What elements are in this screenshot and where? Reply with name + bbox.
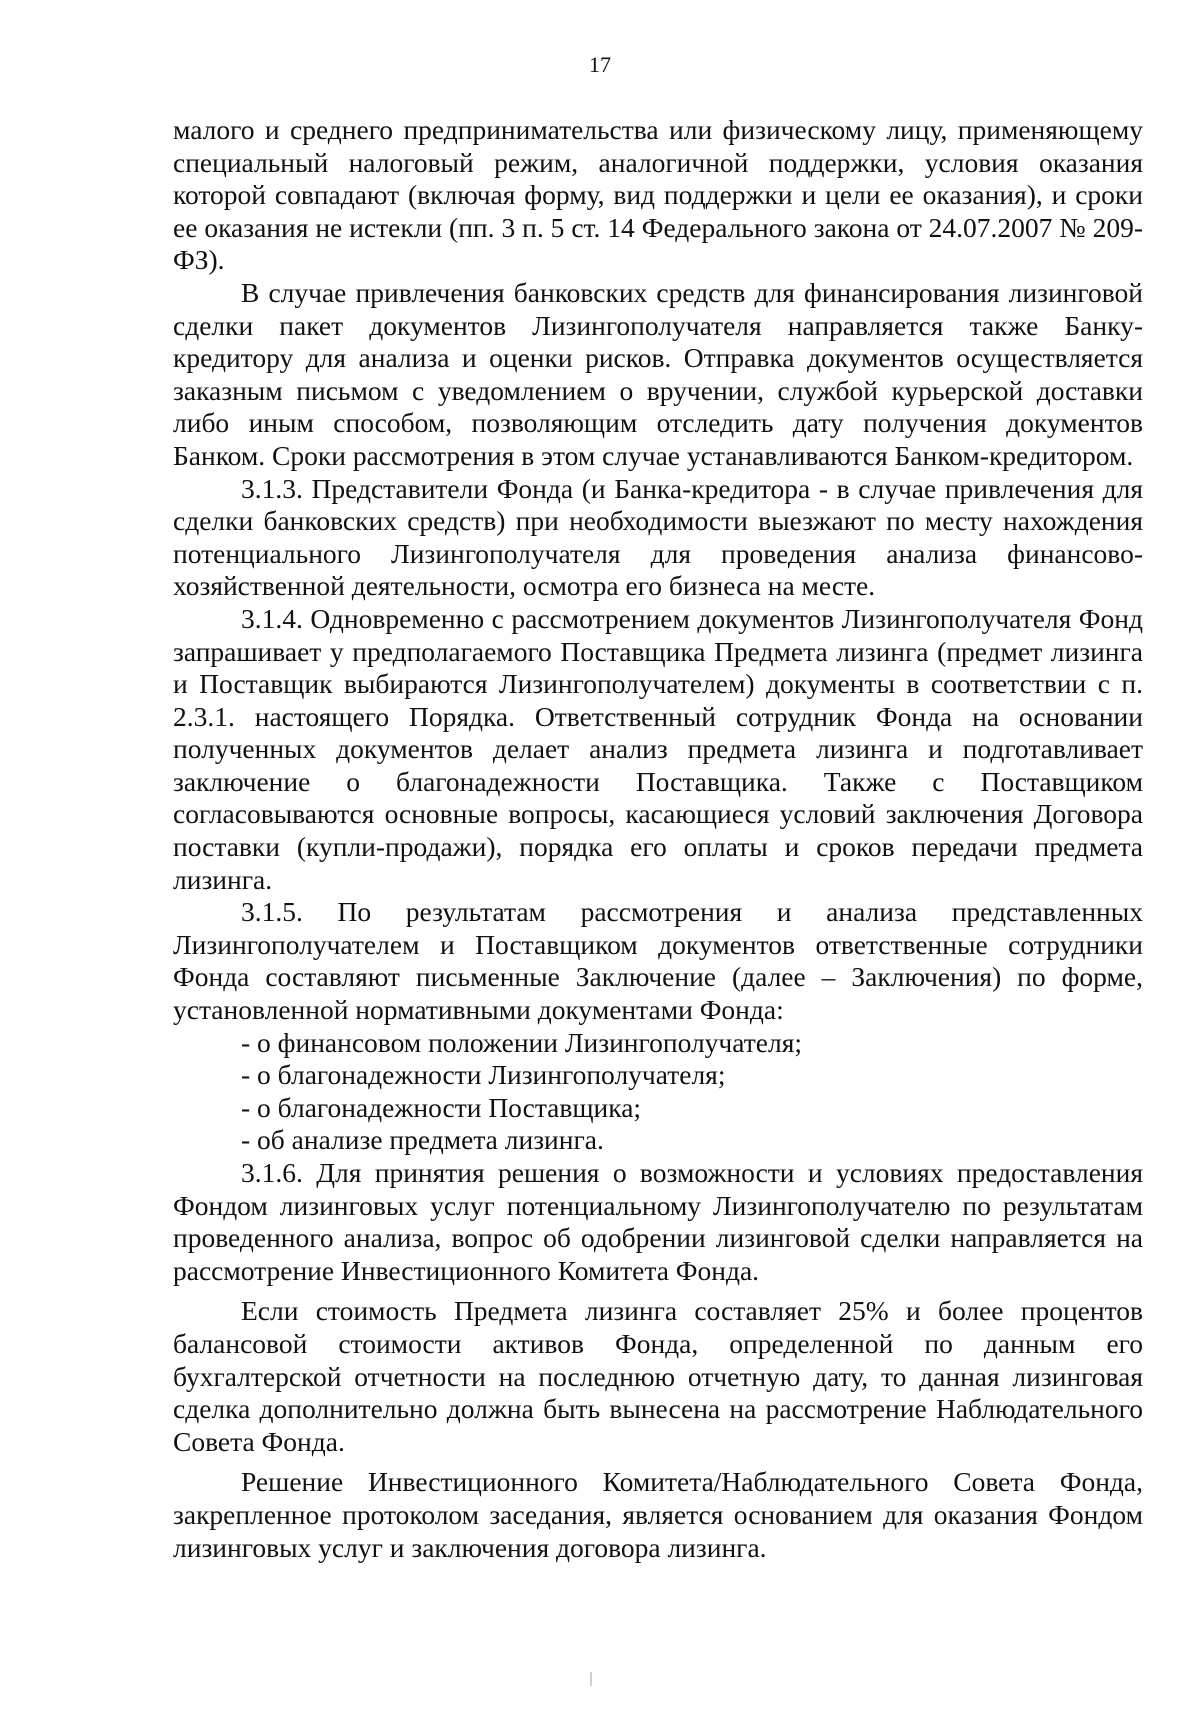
list-item-financial-position: - о финансовом положении Лизингополучателя;	[241, 1026, 802, 1058]
page-number: 17	[589, 52, 611, 77]
list-item-leasing-subject-analysis: - об анализе предмета лизинга.	[241, 1124, 604, 1156]
paragraph-3-1-6: 3.1.6. Для принятия решения о возможности и условиях предоставления Фондом лизинговых услуг потенциальному Лизингополучателю по результатам проведенного анализа, вопрос об одобрении лизинговой сделки направляется на рассмотрение Инвестиционного Комитета Фонда.	[173, 1157, 1143, 1286]
paragraph-committee-decision: Решение Инвестиционного Комитета/Наблюдательного Совета Фонда, закрепленное протоколом заседания, является основанием для оказания Фондом лизинговых услуг и заключения договора лизинга.	[173, 1466, 1143, 1563]
scan-artifact-mark	[590, 1672, 592, 1686]
paragraph-continuation: малого и среднего предпринимательства или физическому лицу, применяющему специальный налоговый режим, аналогичной поддержки, условия оказания которой совпадают (включая форму, вид поддержки и цели ее оказания), и сроки ее оказания не истекли (пп. 3 п. 5 ст. 14 Федерального закона от 24.07.2007 № 209-ФЗ).	[173, 114, 1143, 276]
document-body	[173, 114, 1143, 1564]
paragraph-supervisory-board: Если стоимость Предмета лизинга составляет 25% и более процентов балансовой стоимости активов Фонда, определенной по данным его бухгалтерской отчетности на последнюю отчетную дату, то данная лизинговая сделка дополнительно должна быть вынесена на рассмотрение Наблюдательного Совета Фонда.	[173, 1295, 1143, 1457]
paragraph-3-1-4: 3.1.4. Одновременно с рассмотрением документов Лизингополучателя Фонд запрашивает у предполагаемого Поставщика Предмета лизинга (предмет лизинга и Поставщик выбираются Лизингополучателем) документы в соответствии с п. 2.3.1. настоящего Порядка. Ответственный сотрудник Фонда на основании полученных документов делает анализ предмета лизинга и подготавливает заключение о благонадежности Поставщика. Также с Поставщиком согласовываются основные вопросы, касающиеся условий заключения Договора поставки (купли-продажи), порядка его оплаты и сроков передачи предмета лизинга.	[173, 602, 1143, 895]
paragraph-3-1-3: 3.1.3. Представители Фонда (и Банка-кредитора - в случае привлечения для сделки банковских средств) при необходимости выезжают по месту нахождения потенциального Лизингополучателя для проведения анализа финансово-хозяйственной деятельности, осмотра его бизнеса на месте.	[173, 472, 1143, 602]
paragraph-3-1-5: 3.1.5. По результатам рассмотрения и анализа представленных Лизингополучателем и Поставщиком документов ответственные сотрудники Фонда составляют письменные Заключение (далее – Заключения) по форме, установленной нормативными документами Фонда:	[173, 896, 1143, 1026]
paragraph-bank-funds: В случае привлечения банковских средств для финансирования лизинговой сделки пакет документов Лизингополучателя направляется также Банку-кредитору для анализа и оценки рисков. Отправка документов осуществляется заказным письмом с уведомлением о вручении, службой курьерской доставки либо иным способом, позволяющим отследить дату получения документов Банком. Сроки рассмотрения в этом случае устанавливаются Банком-кредитором.	[173, 276, 1143, 471]
list-item-lessee-reliability: - о благонадежности Лизингополучателя;	[241, 1059, 726, 1091]
list-item-supplier-reliability: - о благонадежности Поставщика;	[241, 1091, 642, 1123]
